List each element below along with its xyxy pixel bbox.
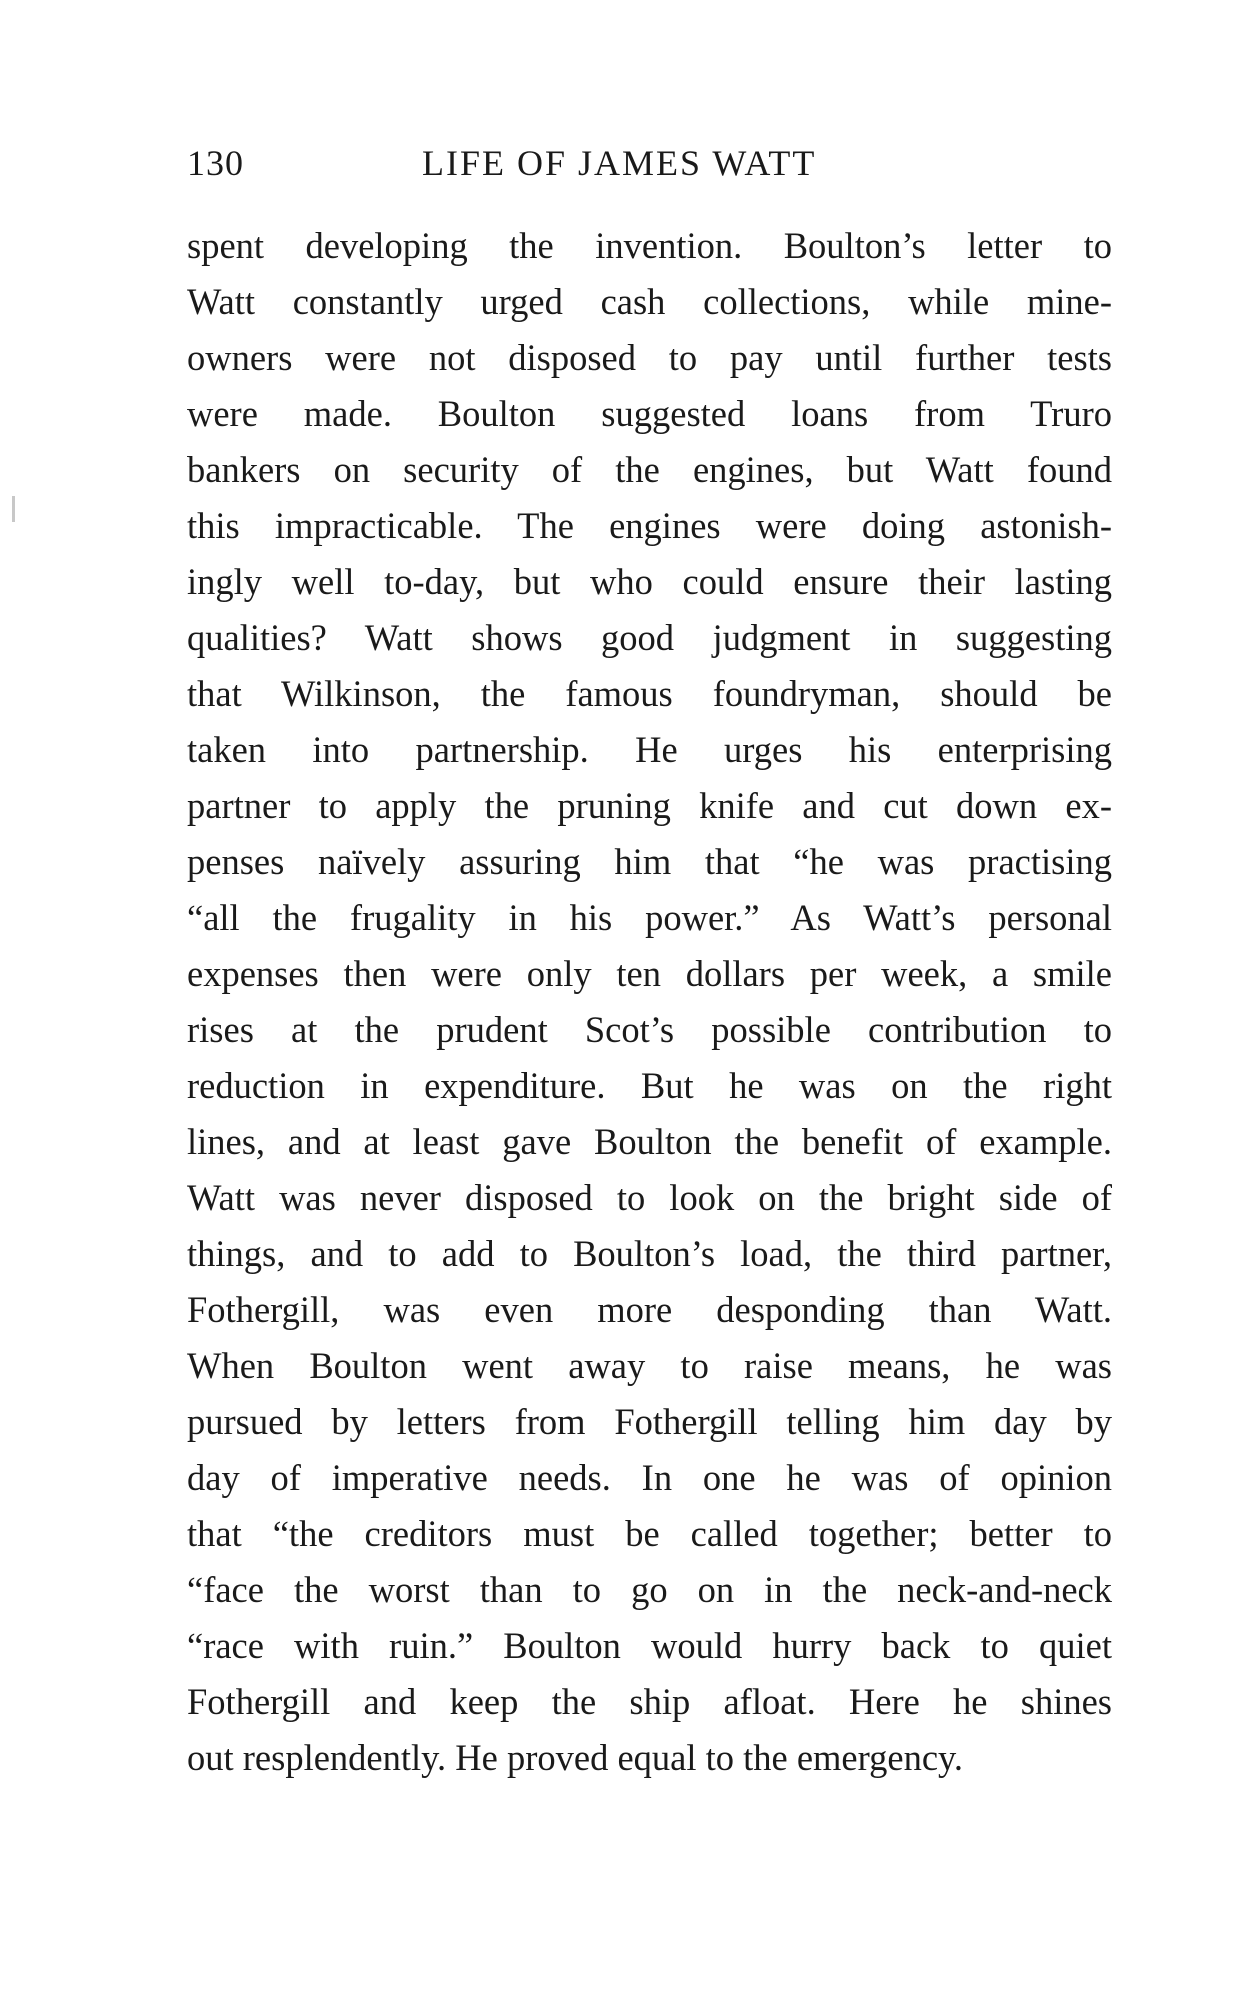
text-line: partner to apply the pruning knife and cut down ex-: [187, 785, 1112, 826]
text-line: Fothergill, was even more desponding than Watt.: [187, 1289, 1112, 1330]
text-line: “race with ruin.” Boulton would hurry back to quiet: [187, 1625, 1112, 1666]
text-line: owners were not disposed to pay until further tests: [187, 337, 1112, 378]
text-line: pursued by letters from Fothergill telling him day by: [187, 1401, 1112, 1442]
text-line: penses naïvely assuring him that “he was practising: [187, 841, 1112, 882]
page-number: 130: [187, 143, 244, 183]
text-line: Fothergill and keep the ship afloat. Here he shines: [187, 1681, 1112, 1722]
running-title: LIFE OF JAMES WATT: [422, 143, 817, 183]
text-line: that “the creditors must be called together; better to: [187, 1513, 1112, 1554]
text-line: “all the frugality in his power.” As Watt’s personal: [187, 897, 1112, 938]
text-line: things, and to add to Boulton’s load, the third partner,: [187, 1233, 1112, 1274]
text-line: “face the worst than to go on in the neck-and-neck: [187, 1569, 1112, 1610]
text-line: lines, and at least gave Boulton the benefit of example.: [187, 1121, 1112, 1162]
body-text: [187, 218, 1112, 1786]
text-line: bankers on security of the engines, but Watt found: [187, 449, 1112, 490]
margin-mark: [12, 496, 15, 522]
text-line: ingly well to-day, but who could ensure their lasting: [187, 561, 1112, 602]
text-line: expenses then were only ten dollars per week, a smile: [187, 953, 1112, 994]
text-line: Watt constantly urged cash collections, while mine-: [187, 281, 1112, 322]
text-line: When Boulton went away to raise means, he was: [187, 1345, 1112, 1386]
text-line: that Wilkinson, the famous foundryman, should be: [187, 673, 1112, 714]
text-line: reduction in expenditure. But he was on the right: [187, 1065, 1112, 1106]
text-line: qualities? Watt shows good judgment in suggesting: [187, 617, 1112, 658]
text-line: this impracticable. The engines were doing astonish-: [187, 505, 1112, 546]
text-line: rises at the prudent Scot’s possible contribution to: [187, 1009, 1112, 1050]
text-line: day of imperative needs. In one he was of opinion: [187, 1457, 1112, 1498]
text-line: were made. Boulton suggested loans from Truro: [187, 393, 1112, 434]
text-line: spent developing the invention. Boulton’s letter to: [187, 225, 1112, 266]
page-header: [187, 142, 1112, 186]
text-line: out resplendently. He proved equal to the emergency.: [187, 1737, 964, 1778]
text-line: taken into partnership. He urges his enterprising: [187, 729, 1112, 770]
text-line: Watt was never disposed to look on the bright side of: [187, 1177, 1112, 1218]
